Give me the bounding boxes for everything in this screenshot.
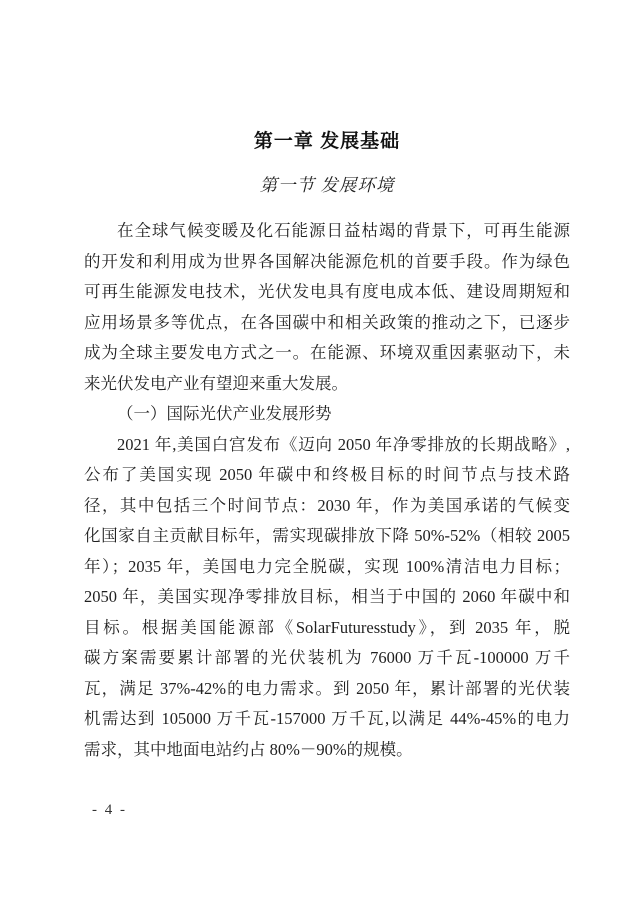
text-line: 化国家自主贡献目标年，需实现碳排放下降 50%-52%（相较 2005 [84, 526, 570, 545]
text-line: 瓦，满足 37%-42%的电力需求。到 2050 年，累计部署的光伏装 [84, 678, 570, 698]
text-line: 碳方案需要累计部署的光伏装机为 76000 万千瓦-100000 万千 [84, 648, 570, 667]
text-line: 径，其中包括三个时间节点：2030 年，作为美国承诺的气候变 [84, 495, 570, 515]
text-line: 目标。根据美国能源部《SolarFuturesstudy》，到 2035 年，脱 [84, 617, 570, 637]
page-number: - 4 - [92, 802, 127, 818]
text-line: 成为全球主要发电方式之一。在能源、环境双重因素驱动下，未 [84, 343, 570, 362]
document-body [84, 216, 570, 765]
paragraph [84, 430, 570, 766]
text-line: 年）；2035 年，美国电力完全脱碳，实现 100%清洁电力目标； [84, 556, 570, 576]
paragraph [84, 216, 570, 399]
section-title: 第一节 发展环境 [259, 175, 395, 195]
text-line: 机需达到 105000 万千瓦-157000 万千瓦,以满足 44%-45%的电力 [84, 709, 570, 728]
text-line: 在全球气候变暖及化石能源日益枯竭的背景下，可再生能源 [117, 221, 570, 240]
sub-heading [84, 399, 570, 430]
text-line: 应用场景多等优点，在各国碳中和相关政策的推动之下，已逐步 [84, 312, 570, 332]
chapter-title: 第一章 发展基础 [253, 131, 401, 152]
text-line: 2050 年，美国实现净零排放目标，相当于中国的 2060 年碳中和 [84, 587, 570, 606]
sub-heading-line: （一）国际光伏产业发展形势 [117, 404, 332, 423]
text-line: 公布了美国实现 2050 年碳中和终极目标的时间节点与技术路 [84, 465, 570, 484]
text-line: 可再生能源发电技术，光伏发电具有度电成本低、建设周期短和 [84, 282, 570, 301]
text-line: 来光伏发电产业有望迎来重大发展。 [84, 373, 348, 393]
text-line: 的开发和利用成为世界各国解决能源危机的首要手段。作为绿色 [84, 251, 570, 271]
text-line: 需求，其中地面电站约占 80%－90%的规模。 [84, 739, 413, 759]
text-line: 2021 年,美国白宫发布《迈向 2050 年净零排放的长期战略》, [117, 434, 570, 454]
